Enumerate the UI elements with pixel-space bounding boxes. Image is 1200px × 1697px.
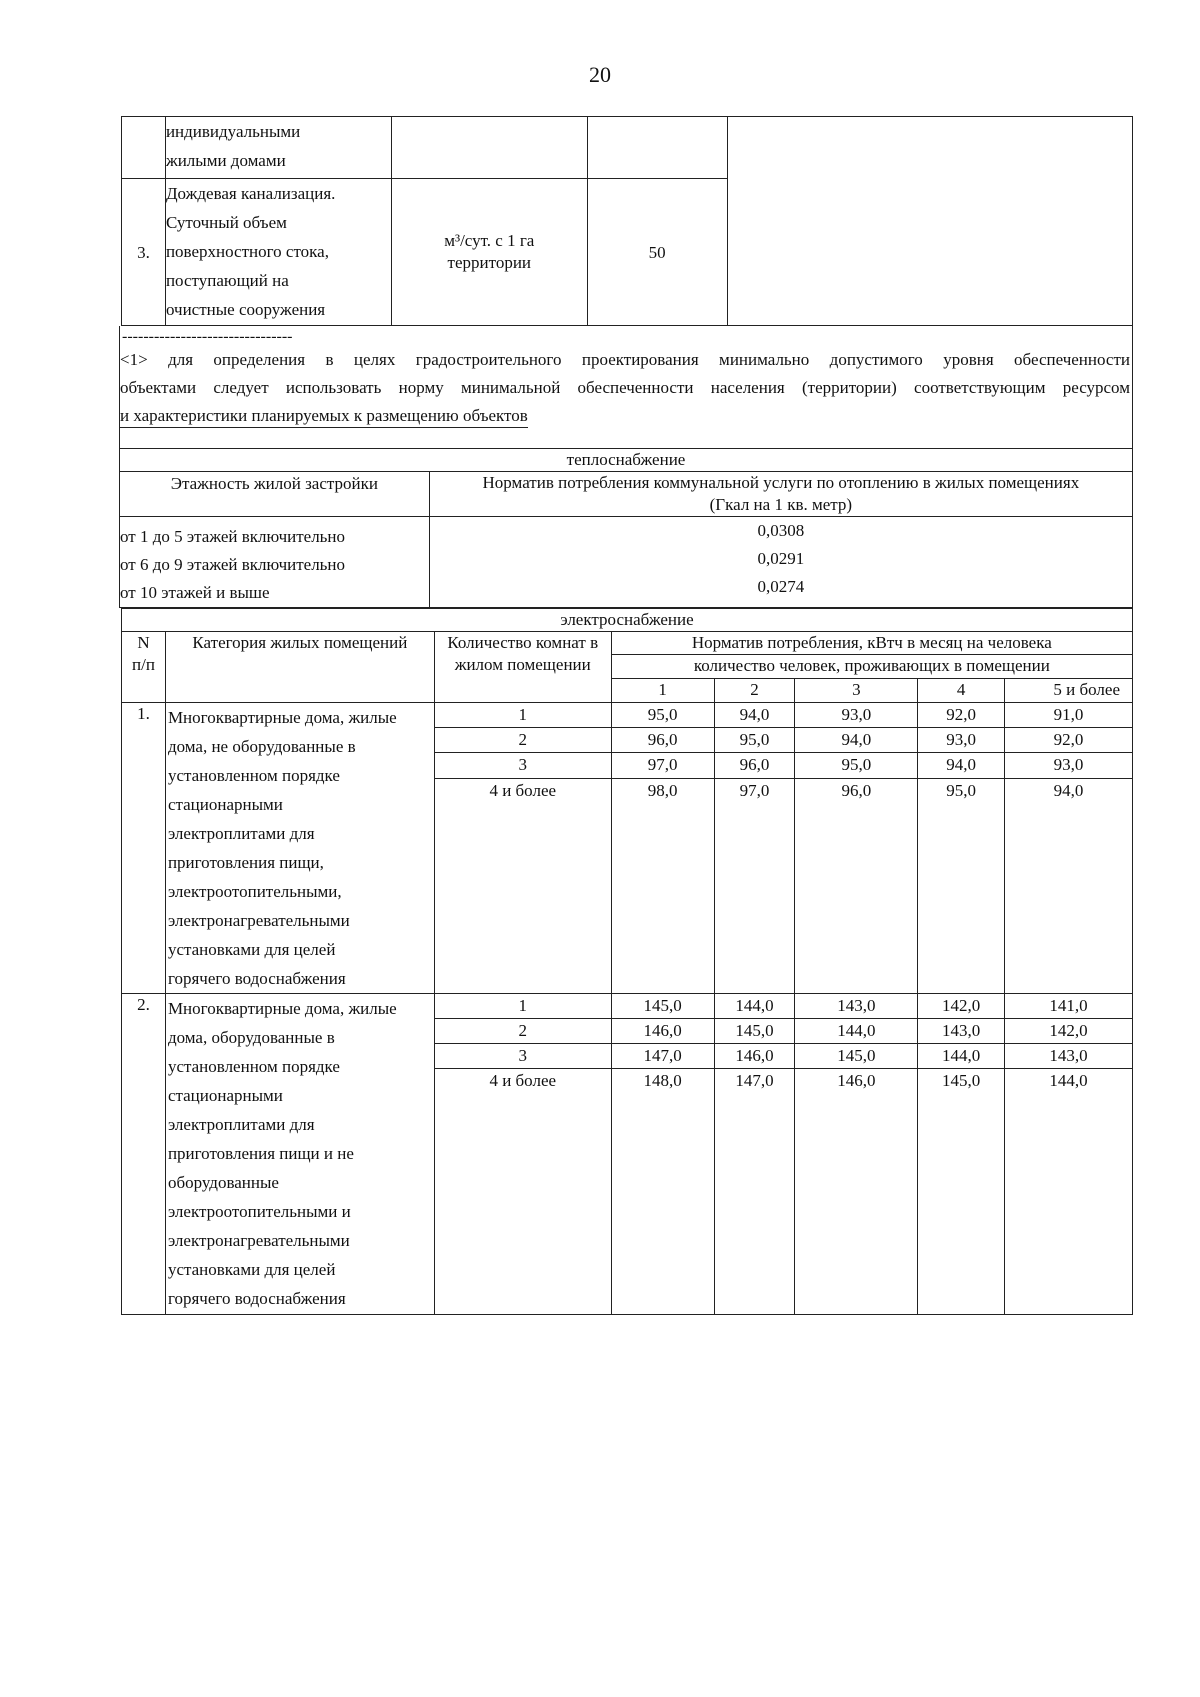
unit-line: м³/сут. с 1 га <box>444 231 535 250</box>
value-cell: 92,0 <box>1005 728 1133 753</box>
value-cell: 141,0 <box>1005 994 1133 1019</box>
norm-value: 0,0274 <box>757 577 805 596</box>
value-cell: 145,0 <box>918 1069 1005 1315</box>
rooms-cell: 3 <box>434 753 611 778</box>
column-header-number <box>122 632 166 703</box>
page-number: 20 <box>589 62 611 87</box>
value-cell: 143,0 <box>1005 1044 1133 1069</box>
category-line: оборудованные <box>167 1173 279 1192</box>
category-line: жилыми домами <box>165 151 286 170</box>
column-header: Этажность жилой застройки <box>120 472 430 517</box>
people-column-header: 5 и более <box>1005 679 1133 703</box>
value-cell: 97,0 <box>611 753 714 778</box>
value-cell: 148,0 <box>611 1069 714 1315</box>
category-line: Суточный объем <box>165 213 287 232</box>
value-cell: 94,0 <box>795 728 918 753</box>
value-cell: 95,0 <box>918 778 1005 993</box>
category-line: стационарными <box>167 1086 283 1105</box>
value-cell: 96,0 <box>795 778 918 993</box>
rooms-cell: 4 и более <box>434 778 611 993</box>
value-cell: 143,0 <box>795 994 918 1019</box>
category-line: приготовления пищи и не <box>167 1144 354 1163</box>
category-cell <box>165 117 391 179</box>
category-line: индивидуальными <box>165 122 301 141</box>
category-line: Дождевая канализация. <box>165 184 336 203</box>
value-cell: 145,0 <box>611 994 714 1019</box>
water-table-fragment <box>121 116 1133 326</box>
category-line: электронагревательными <box>167 1231 350 1250</box>
row-number-cell: 2. <box>122 994 166 1315</box>
empty-cell <box>727 117 1132 326</box>
value-cell: 146,0 <box>795 1069 918 1315</box>
column-header-norm: Норматив потребления, кВтч в месяц на человека <box>611 632 1132 655</box>
value-cell: 94,0 <box>714 703 795 728</box>
category-line: дома, не оборудованные в <box>167 737 356 756</box>
value-cell: 142,0 <box>918 994 1005 1019</box>
value-cell: 146,0 <box>611 1019 714 1044</box>
column-header-rooms <box>434 632 611 703</box>
category-line: стационарными <box>167 795 283 814</box>
footnote <box>119 326 1133 448</box>
value-cell: 147,0 <box>611 1044 714 1069</box>
norm-value: 0,0308 <box>757 521 805 540</box>
category-line: дома, оборудованные в <box>167 1028 335 1047</box>
header-line: жилом помещении <box>454 655 591 674</box>
category-line: горячего водоснабжения <box>167 1289 346 1308</box>
value-cell: 146,0 <box>714 1044 795 1069</box>
footnote-separator: -------------------------------- <box>122 328 293 345</box>
value-cell: 147,0 <box>714 1069 795 1315</box>
people-column-header: 4 <box>918 679 1005 703</box>
category-line: электроотопительными, <box>167 882 342 901</box>
value-cell: 95,0 <box>795 753 918 778</box>
category-line: установленном порядке <box>167 766 340 785</box>
category-line: электроплитами для <box>167 1115 315 1134</box>
unit-cell <box>391 179 587 326</box>
header-line: N <box>137 633 150 652</box>
column-header-people: количество человек, проживающих в помещении <box>611 655 1132 679</box>
category-line: очистные сооружения <box>165 300 326 319</box>
value-cell: 144,0 <box>795 1019 918 1044</box>
value-cell: 145,0 <box>714 1019 795 1044</box>
table-row <box>122 632 1133 655</box>
category-line: приготовления пищи, <box>167 853 324 872</box>
row-number-cell <box>122 117 166 179</box>
column-header <box>429 472 1132 517</box>
header-line: п/п <box>132 655 155 674</box>
value-cell: 91,0 <box>1005 703 1133 728</box>
value-cell: 94,0 <box>1005 778 1133 993</box>
footnote-line: объектами следует использовать норму минимальной обеспеченности населения (территории) соответствующим ресурсом <box>120 378 1130 397</box>
category-line: поступающий на <box>165 271 289 290</box>
people-column-header: 2 <box>714 679 795 703</box>
category-line: электроплитами для <box>167 824 315 843</box>
table-row <box>122 994 1133 1019</box>
people-column-header: 1 <box>611 679 714 703</box>
category-line: горячего водоснабжения <box>167 969 346 988</box>
value-cell: 144,0 <box>918 1044 1005 1069</box>
value-cell: 144,0 <box>1005 1069 1133 1315</box>
value-cell: 96,0 <box>611 728 714 753</box>
table-row <box>122 703 1133 728</box>
value-cell: 94,0 <box>918 753 1005 778</box>
category-cell <box>165 994 434 1315</box>
electricity-table <box>121 608 1133 1315</box>
norm-value: 0,0291 <box>757 549 805 568</box>
header-line: Норматив потребления коммунальной услуги по отоплению в жилых помещениях <box>482 473 1080 492</box>
unit-line: территории <box>447 253 532 272</box>
rooms-cell: 1 <box>434 994 611 1019</box>
value-cell: 96,0 <box>714 753 795 778</box>
row-number-cell: 1. <box>122 703 166 994</box>
unit-cell <box>391 117 587 179</box>
category-line: Многоквартирные дома, жилые <box>167 708 397 727</box>
category-line: установленном порядке <box>167 1057 340 1076</box>
value-cell: 93,0 <box>918 728 1005 753</box>
category-line: электроотопительными и <box>167 1202 351 1221</box>
category-line: поверхностного стока, <box>165 242 329 261</box>
column-header-category: Категория жилых помещений <box>165 632 434 703</box>
category-cell <box>165 179 391 326</box>
value-cell: 145,0 <box>795 1044 918 1069</box>
table-row <box>120 517 1133 608</box>
table-row <box>120 472 1133 517</box>
value-cell: 142,0 <box>1005 1019 1133 1044</box>
norm-cell <box>429 517 1132 608</box>
rooms-cell: 1 <box>434 703 611 728</box>
value-cell: 144,0 <box>714 994 795 1019</box>
table-row <box>120 449 1133 472</box>
floors-label: от 6 до 9 этажей включительно <box>120 555 346 574</box>
floors-label: от 10 этажей и выше <box>120 583 270 602</box>
floors-label: от 1 до 5 этажей включительно <box>120 527 346 546</box>
table-row <box>122 609 1133 632</box>
footnote-line: и характеристики планируемых к размещению объектов <box>120 405 528 428</box>
table-row <box>122 117 1133 179</box>
section-title: теплоснабжение <box>120 449 1133 472</box>
value-cell: 95,0 <box>611 703 714 728</box>
value-cell: 97,0 <box>714 778 795 993</box>
value-cell: 50 <box>587 179 727 326</box>
value-cell: 143,0 <box>918 1019 1005 1044</box>
category-cell <box>165 703 434 994</box>
floors-cell <box>120 517 430 608</box>
footnote-text <box>120 346 1132 430</box>
value-cell: 95,0 <box>714 728 795 753</box>
category-line: Многоквартирные дома, жилые <box>167 999 397 1018</box>
rooms-cell: 3 <box>434 1044 611 1069</box>
value-cell: 93,0 <box>795 703 918 728</box>
footnote-line: <1> для определения в целях градостроительного проектирования минимально допустимого уровня обеспеченности <box>120 350 1130 369</box>
section-title: электроснабжение <box>122 609 1133 632</box>
rooms-cell: 2 <box>434 1019 611 1044</box>
category-line: электронагревательными <box>167 911 350 930</box>
row-number-cell: 3. <box>122 179 166 326</box>
people-column-header: 3 <box>795 679 918 703</box>
rooms-cell: 2 <box>434 728 611 753</box>
value-cell: 92,0 <box>918 703 1005 728</box>
header-line: (Гкал на 1 кв. метр) <box>709 495 853 514</box>
value-cell: 93,0 <box>1005 753 1133 778</box>
value-cell: 98,0 <box>611 778 714 993</box>
category-line: установками для целей <box>167 940 336 959</box>
header-line: Количество комнат в <box>447 633 599 652</box>
heat-table <box>119 448 1133 608</box>
rooms-cell: 4 и более <box>434 1069 611 1315</box>
category-line: установками для целей <box>167 1260 336 1279</box>
value-cell <box>587 117 727 179</box>
